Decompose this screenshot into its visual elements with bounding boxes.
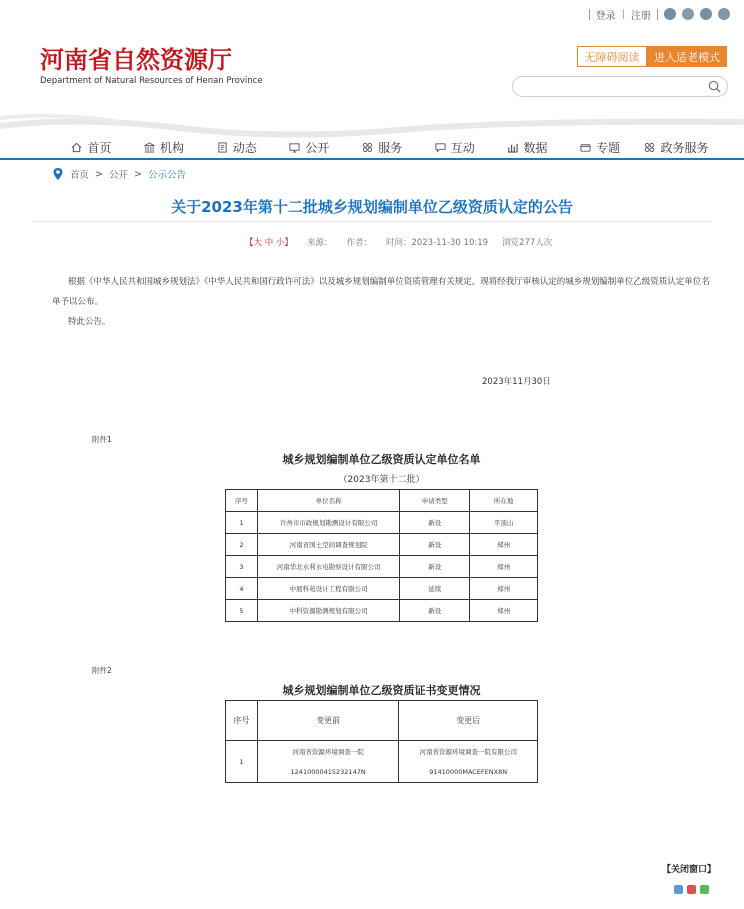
table-title: 城乡规划编制单位乙级资质证书变更情况 [282, 684, 481, 697]
site-name: 河南省自然资源厅 [40, 46, 232, 74]
table-cell: 河南华北水利水电勘察设计有限公司 [257, 556, 400, 578]
table-cell: 5 [226, 600, 258, 622]
nav-label: 首页 [87, 140, 112, 155]
document-icon [217, 142, 228, 153]
attachment-label: 附件1 [92, 435, 112, 444]
page-title: 关于2023年第十二批城乡规划编制单位乙级资质认定的公告 [171, 198, 573, 216]
breadcrumb [52, 167, 186, 181]
table-cell: 1 [226, 512, 258, 534]
nav-item-gov-service[interactable] [637, 136, 717, 158]
table-cell: 1 [226, 741, 258, 783]
table-cell: 新设 [400, 600, 470, 622]
table-cell: 延续 [400, 578, 470, 600]
nav-item-news[interactable] [200, 136, 273, 158]
separator: | [621, 8, 625, 20]
nav-label: 服务 [378, 140, 403, 155]
divider [589, 9, 590, 20]
wechat-icon[interactable] [664, 8, 676, 20]
accessibility-buttons [577, 46, 727, 67]
table-row [226, 556, 538, 578]
table-cell: 4 [226, 578, 258, 600]
table-row [226, 512, 538, 534]
column-header: 变更前 [257, 701, 399, 741]
author-label: 作者： [346, 238, 372, 248]
table-cell: 2 [226, 534, 258, 556]
table-row [226, 741, 538, 783]
folder-icon [580, 142, 591, 153]
close-window-link[interactable]: 【关闭窗口】 [662, 865, 717, 875]
breadcrumb-open[interactable]: 公开 [108, 170, 128, 181]
nav-item-interact[interactable] [418, 136, 491, 158]
share-icons [674, 885, 709, 894]
login-link[interactable]: 登录 [595, 10, 616, 22]
source-label: 来源： [306, 238, 333, 248]
view-count: 浏览277人次 [502, 238, 553, 248]
table-cell: 新设 [400, 512, 470, 534]
nav-item-open[interactable] [273, 136, 346, 158]
after-name: 河南省资源环境调查一院有限公司 [419, 748, 517, 756]
mobile-icon[interactable] [718, 8, 730, 20]
table-cell: 郑州 [470, 556, 538, 578]
article-paragraph: 特此公告。 [68, 317, 111, 327]
table-cell: 郑州 [470, 578, 538, 600]
column-header: 序号 [226, 701, 258, 741]
nav-label: 数据 [523, 140, 548, 155]
after-code: 91410000MACEFENX8N [429, 768, 508, 776]
table-cell: 郑州 [470, 534, 538, 556]
table-cell: 中科资源勘测规划有限公司 [257, 600, 400, 622]
nav-item-org[interactable] [128, 136, 201, 158]
header-decoration [0, 108, 744, 138]
monitor-icon [289, 142, 300, 153]
table-cell-after [399, 741, 538, 783]
column-header: 申请类型 [400, 490, 470, 512]
bar-chart-icon [507, 142, 518, 153]
column-header: 变更后 [399, 701, 538, 741]
nav-label: 动态 [232, 140, 257, 155]
nav-item-service[interactable] [346, 136, 419, 158]
column-header: 序号 [226, 490, 258, 512]
accessible-reading-button[interactable]: 无障碍阅读 [577, 46, 647, 67]
location-pin-icon [52, 167, 64, 181]
breadcrumb-home[interactable]: 首页 [70, 170, 90, 181]
home-icon [71, 142, 82, 153]
article-paragraph: 根据《中华人民共和国城乡规划法》《中华人民共和国行政许可法》以及城乡规划编制单位资质管理有关规定，现将经我厅审核认定的城乡规划编制单位乙级资质认定单位名单予以公布。 [52, 277, 710, 307]
site-logo[interactable] [40, 46, 263, 86]
grid-icon [362, 142, 373, 153]
building-icon [144, 142, 155, 153]
nav-label: 互动 [450, 140, 475, 155]
search-icon[interactable] [708, 80, 721, 93]
table-row [226, 578, 538, 600]
table-cell: 新设 [400, 556, 470, 578]
article-meta [245, 236, 552, 248]
nav-label: 专题 [596, 140, 621, 155]
column-header: 所在地 [470, 490, 538, 512]
title-divider [32, 221, 712, 222]
table-title: 城乡规划编制单位乙级资质认定单位名单 [282, 453, 481, 466]
nav-label: 机构 [160, 140, 185, 155]
breadcrumb-separator: > [95, 168, 103, 180]
attachment-label: 附件2 [92, 666, 112, 675]
divider [657, 9, 658, 20]
qualified-units-table [225, 489, 538, 622]
table-cell: 郑州 [470, 600, 538, 622]
table-row [226, 534, 538, 556]
table-cell: 3 [226, 556, 258, 578]
table-subtitle: （2023年第十二批） [338, 475, 425, 485]
nav-label: 政务服务 [660, 140, 709, 155]
nav-item-data[interactable] [491, 136, 564, 158]
before-code: 12410000415232147N [290, 768, 366, 776]
share-weibo-icon[interactable] [687, 885, 696, 894]
chat-icon [435, 142, 446, 153]
table-header-row [226, 490, 538, 512]
register-link[interactable]: 注册 [631, 10, 651, 22]
nav-item-home[interactable] [55, 136, 128, 158]
top-utility-bar [589, 6, 730, 22]
nav-label: 公开 [305, 140, 330, 155]
table-cell-before [257, 741, 399, 783]
column-header: 单位名称 [257, 490, 400, 512]
site-name-en: Department of Natural Resources of Henan Province [40, 76, 263, 86]
publish-time: 时间：2023-11-30 10:19 [385, 238, 489, 248]
share-qzone-icon[interactable] [674, 885, 683, 894]
table-header-row [226, 701, 538, 741]
nav-item-topic[interactable] [564, 136, 637, 158]
table-cell: 新设 [400, 534, 470, 556]
before-name: 河南省资源环境调查一院 [292, 748, 364, 756]
certificate-change-table [225, 700, 538, 783]
elder-mode-button[interactable]: 进入适老模式 [647, 46, 727, 67]
table-cell: 平顶山 [470, 512, 538, 534]
article-date: 2023年11月30日 [482, 377, 551, 387]
table-row [226, 600, 538, 622]
table-cell: 河南省国土空间调查规划院 [257, 534, 400, 556]
font-size-switcher[interactable]: 【大 中 小】 [245, 238, 293, 248]
search-input[interactable] [512, 76, 728, 97]
breadcrumb-current[interactable]: 公示公告 [147, 170, 186, 181]
breadcrumb-separator: > [134, 168, 142, 180]
main-nav [0, 136, 744, 160]
table-cell: 中展科苑设计工程有限公司 [257, 578, 400, 600]
app-icon[interactable] [700, 8, 712, 20]
grid-icon [644, 142, 655, 153]
weibo-icon[interactable] [682, 8, 694, 20]
table-cell: 许州市市政规划勘测设计有限公司 [257, 512, 400, 534]
share-wechat-icon[interactable] [700, 885, 709, 894]
